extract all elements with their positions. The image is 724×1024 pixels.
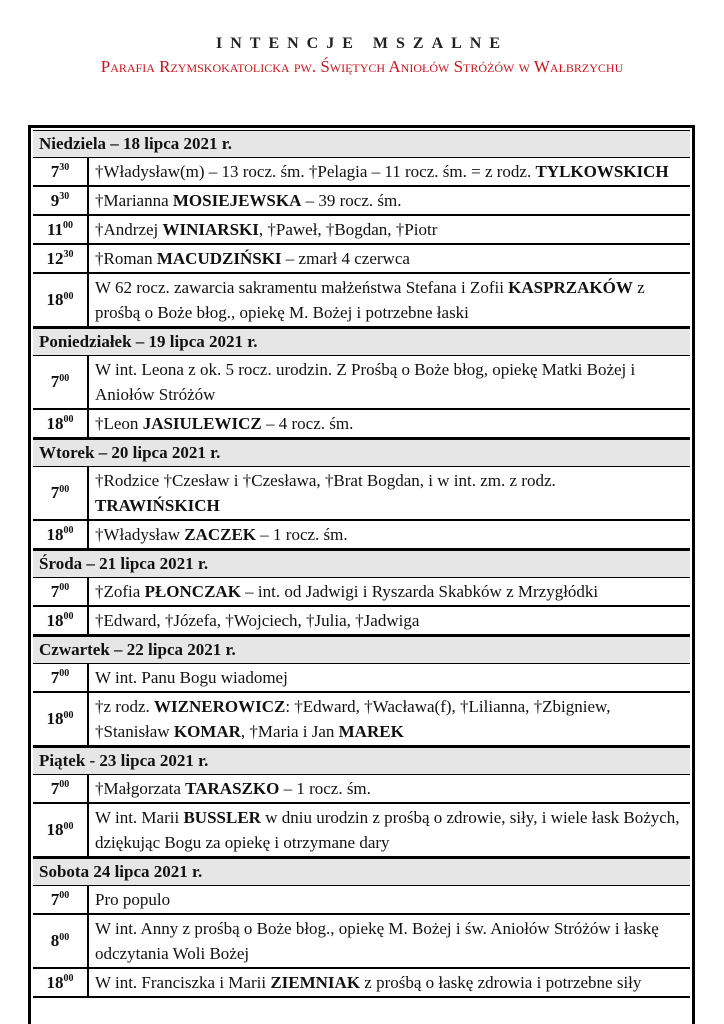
intention-text: †Andrzej [95,220,163,239]
document-header [0,34,724,78]
mass-minutes: 30 [59,162,70,173]
intention-text: †Leon [95,414,143,433]
mass-hour: 7 [50,778,60,798]
intention-text: W int. Anny z prośbą o Boże błog., opiekę M. Bożej i św. Aniołów Stróżów i łaskę odczytania Woli Bożej [95,919,659,963]
family-name: TYLKOWSKICH [535,162,669,181]
intention-text: †Zofia [95,582,145,601]
intention-text: W 62 rocz. zawarcia sakramentu małżeństwa Stefana i Zofii [95,278,509,297]
mass-time [33,274,89,326]
intention-text: †Roman [95,249,157,268]
day-header: Środa – 21 lipca 2021 r. [33,550,690,578]
intention-text: w dniu urodzin z prośbą o zdrowie, siły, i wiele łask Bożych, dziękując Bogu za opiekę i otrzymane dary [95,808,680,852]
intention-text: , †Maria i Jan [240,722,339,741]
mass-hour: 7 [50,372,60,391]
mass-row [33,915,690,969]
mass-time [33,216,89,243]
family-name: JASIULEWICZ [142,414,262,433]
mass-time [33,245,89,272]
mass-intention [89,693,690,745]
mass-row [33,804,690,858]
mass-intention [89,356,690,408]
mass-minutes: 00 [59,931,70,943]
mass-intention [89,521,690,548]
mass-intention [89,274,690,326]
mass-intention [89,664,690,691]
mass-time [33,578,89,605]
mass-hour: 18 [46,709,64,728]
mass-intention [89,804,690,856]
intention-text: – 39 rocz. śm. [301,191,402,210]
mass-time [33,804,89,856]
intention-text: z prośbą o łaskę zdrowia i potrzebne siły [360,973,642,992]
mass-minutes: 00 [63,414,74,425]
mass-minutes: 00 [63,220,74,231]
intention-text: †Małgorzata [95,779,186,798]
mass-hour: 18 [46,820,64,839]
mass-minutes: 00 [59,668,70,679]
family-name: ZACZEK [184,525,257,544]
intention-text: W int. Panu Bogu wiadomej [95,668,288,687]
mass-hour: 7 [50,161,60,181]
mass-row [33,467,690,521]
intention-text: – int. od Jadwigi i Ryszarda Skabków z Mrzygłódki [240,582,599,601]
mass-row [33,693,690,747]
mass-hour: 9 [50,190,60,210]
family-name: TRAWIŃSKICH [95,496,220,515]
mass-intention [89,969,690,996]
mass-minutes: 00 [63,820,74,832]
intention-text: †Władysław(m) – 13 rocz. śm. †Pelagia – 11 rocz. śm. = z rodz. [95,162,536,181]
mass-row [33,969,690,998]
mass-intention [89,410,690,437]
intention-text: – 1 rocz. śm. [279,779,371,798]
intention-text: : †Edward, †Wacława(f), †Lilianna, †Zbigniew, †Stanisław [95,697,611,741]
mass-intention [89,886,690,913]
mass-intention [89,245,690,272]
mass-hour: 18 [46,972,64,992]
mass-intention [89,607,690,634]
mass-minutes: 00 [59,890,70,901]
mass-intention [89,187,690,214]
mass-time [33,693,89,745]
mass-row [33,775,690,804]
mass-time [33,664,89,691]
family-name: MAREK [338,722,404,741]
mass-row [33,578,690,607]
intention-text: †Marianna [95,191,173,210]
mass-minutes: 00 [59,483,70,495]
mass-time [33,356,89,408]
mass-minutes: 30 [59,191,70,202]
mass-time [33,410,89,437]
mass-row [33,664,690,693]
intention-text: W int. Marii [95,808,184,827]
intention-text: †z rodz. [95,697,155,716]
day-header: Czwartek – 22 lipca 2021 r. [33,636,690,664]
mass-row [33,410,690,439]
mass-row [33,245,690,274]
family-name: KASPRZAKÓW [508,278,633,297]
mass-minutes: 00 [63,611,74,622]
mass-row [33,886,690,915]
mass-intention [89,578,690,605]
mass-intention [89,915,690,967]
mass-hour: 7 [50,667,60,687]
mass-hour: 18 [46,524,64,544]
mass-minutes: 00 [63,290,74,302]
intention-text: – zmarł 4 czerwca [281,249,410,268]
mass-intention [89,467,690,519]
intention-text: †Władysław [95,525,185,544]
family-name: BUSSLER [183,808,261,827]
mass-time [33,521,89,548]
document-title: INTENCJE MSZALNE [215,35,509,52]
mass-row [33,521,690,550]
family-name: MACUDZIŃSKI [156,249,282,268]
day-header: Wtorek – 20 lipca 2021 r. [33,439,690,467]
family-name: ZIEMNIAK [270,973,361,992]
mass-row [33,158,690,187]
mass-time [33,775,89,802]
mass-time [33,187,89,214]
mass-hour: 7 [50,483,60,502]
mass-row [33,216,690,245]
mass-intention [89,216,690,243]
mass-minutes: 00 [63,973,74,984]
parish-name: Parafia Rzymskokatolicka pw. Świętych Aniołów Stróżów w Wałbrzychu [100,57,624,76]
intention-text: , †Paweł, †Bogdan, †Piotr [258,220,438,239]
mass-minutes: 00 [59,582,70,593]
family-name: MOSIEJEWSKA [172,191,302,210]
day-header: Poniedziałek – 19 lipca 2021 r. [33,328,690,356]
mass-time [33,969,89,996]
mass-hour: 18 [46,290,64,309]
intention-text: W int. Leona z ok. 5 rocz. urodzin. Z Prośbą o Boże błog, opiekę Matki Bożej i Aniołów Stróżów [95,360,636,404]
mass-time [33,158,89,185]
family-name: KOMAR [173,722,241,741]
intention-text: – 1 rocz. śm. [256,525,348,544]
day-header: Sobota 24 lipca 2021 r. [33,858,690,886]
intention-text: W int. Franciszka i Marii [95,973,271,992]
mass-row [33,187,690,216]
mass-intention [89,158,690,185]
intention-text: †Edward, †Józefa, †Wojciech, †Julia, †Jadwiga [95,611,420,630]
intentions-table-body [33,130,690,998]
mass-hour: 8 [50,931,60,950]
intentions-table [28,125,695,1024]
day-header: Niedziela – 18 lipca 2021 r. [33,130,690,158]
mass-hour: 7 [50,581,60,601]
mass-row [33,274,690,328]
mass-time [33,886,89,913]
family-name: WINIARSKI [162,220,259,239]
mass-minutes: 00 [59,372,70,384]
mass-minutes: 00 [59,779,70,790]
mass-row [33,607,690,636]
intention-text: Pro populo [95,890,171,909]
mass-hour: 12 [46,248,64,268]
mass-time [33,915,89,967]
intention-text: z prośbą o Boże błog., opiekę M. Bożej i potrzebne łaski [95,278,645,322]
family-name: PŁONCZAK [144,582,241,601]
mass-minutes: 30 [63,249,74,260]
family-name: TARASZKO [185,779,280,798]
mass-hour: 18 [46,610,64,630]
mass-hour: 18 [46,413,64,433]
day-header: Piątek - 23 lipca 2021 r. [33,747,690,775]
mass-time [33,467,89,519]
mass-minutes: 00 [63,525,74,536]
mass-minutes: 00 [63,709,74,721]
intention-text: – 4 rocz. śm. [261,414,354,433]
family-name: WIZNEROWICZ [154,697,286,716]
mass-hour: 11 [46,219,64,239]
intention-text: †Rodzice †Czesław i †Czesława, †Brat Bogdan, i w int. zm. z rodz. [95,471,556,490]
mass-hour: 7 [50,889,60,909]
mass-time [33,607,89,634]
mass-row [33,356,690,410]
mass-intention [89,775,690,802]
